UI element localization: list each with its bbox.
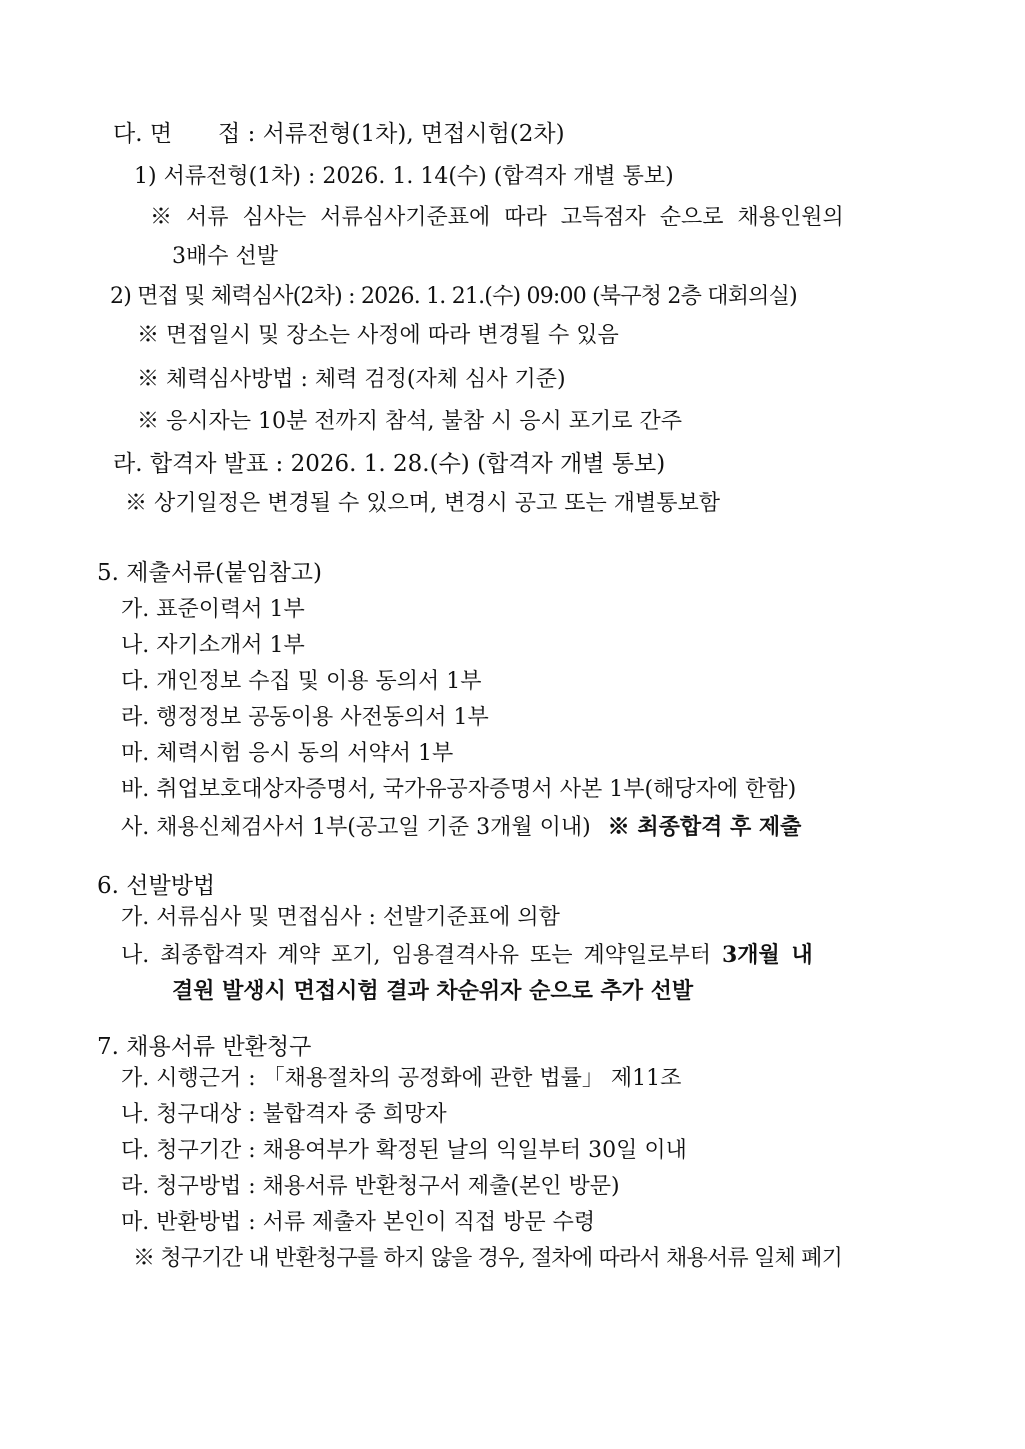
interview-test-line: 2) 면접 및 체력심사(2차) : 2026. 1. 21.(수) 09:00 (북구청 2층 대회의실) — [110, 284, 797, 309]
announcement-heading: 라. 합격자 발표 : 2026. 1. 28.(수) (합격자 개별 통보) — [113, 451, 666, 477]
return-claim-item-2: 나. 청구대상 : 불합격자 중 희망자 — [121, 1102, 447, 1127]
announcement-note: ※ 상기일정은 변경될 수 있으며, 변경시 공고 또는 개별통보함 — [125, 491, 720, 516]
selection-item-2-line1 — [121, 940, 813, 971]
documents-item-2: 나. 자기소개서 1부 — [121, 633, 305, 658]
selection-item-1: 가. 서류심사 및 면접심사 : 선발기준표에 의함 — [121, 905, 560, 930]
selection-three-months: 3개월 내 — [722, 942, 813, 968]
selection-heading: 6. 선발방법 — [97, 873, 216, 899]
return-claim-note: ※ 청구기간 내 반환청구를 하지 않을 경우, 절차에 따라서 채용서류 일체 폐기 — [133, 1246, 843, 1271]
documents-item-4: 라. 행정정보 공동이용 사전동의서 1부 — [121, 705, 489, 730]
return-claim-item-4: 라. 청구방법 : 채용서류 반환청구서 제출(본인 방문) — [121, 1174, 620, 1199]
final-pass-submit-note: ※ 최종합격 후 제출 — [607, 814, 802, 840]
documents-item-5: 마. 체력시험 응시 동의 서약서 1부 — [121, 741, 454, 766]
interview-note-1: ※ 면접일시 및 장소는 사정에 따라 변경될 수 있음 — [137, 323, 619, 348]
return-claim-item-5: 마. 반환방법 : 서류 제출자 본인이 직접 방문 수령 — [121, 1210, 596, 1235]
documents-item-1: 가. 표준이력서 1부 — [121, 597, 305, 622]
doc-screening-note-line1: ※ 서류 심사는 서류심사기준표에 따라 고득점자 순으로 채용인원의 — [150, 205, 844, 230]
return-claim-item-3: 다. 청구기간 : 채용여부가 확정된 날의 익일부터 30일 이내 — [121, 1138, 687, 1163]
interview-heading: 다. 면 접 : 서류전형(1차), 면접시험(2차) — [113, 121, 565, 147]
return-claim-heading: 7. 채용서류 반환청구 — [97, 1034, 312, 1060]
doc-screening-line: 1) 서류전형(1차) : 2026. 1. 14(수) (합격자 개별 통보) — [134, 164, 674, 189]
selection-item-2-line2: 결원 발생시 면접시험 결과 차순위자 순으로 추가 선발 — [172, 978, 694, 1004]
interview-note-3: ※ 응시자는 10분 전까지 참석, 불참 시 응시 포기로 간주 — [137, 409, 682, 434]
documents-item-3: 다. 개인정보 수집 및 이용 동의서 1부 — [121, 669, 482, 694]
doc-screening-note-line2: 3배수 선발 — [172, 244, 278, 269]
documents-item-7 — [121, 812, 801, 843]
selection-item-2-text: 나. 최종합격자 계약 포기, 임용결격사유 또는 계약일로부터 — [121, 943, 711, 968]
return-claim-item-1: 가. 시행근거 : 「채용절차의 공정화에 관한 법률」 제11조 — [121, 1066, 682, 1091]
documents-item-6: 바. 취업보호대상자증명서, 국가유공자증명서 사본 1부(해당자에 한함) — [121, 777, 797, 802]
interview-note-2: ※ 체력심사방법 : 체력 검정(자체 심사 기준) — [137, 367, 566, 392]
documents-item-7-text: 사. 채용신체검사서 1부(공고일 기준 3개월 이내) — [121, 815, 591, 840]
documents-heading: 5. 제출서류(붙임참고) — [97, 560, 322, 586]
